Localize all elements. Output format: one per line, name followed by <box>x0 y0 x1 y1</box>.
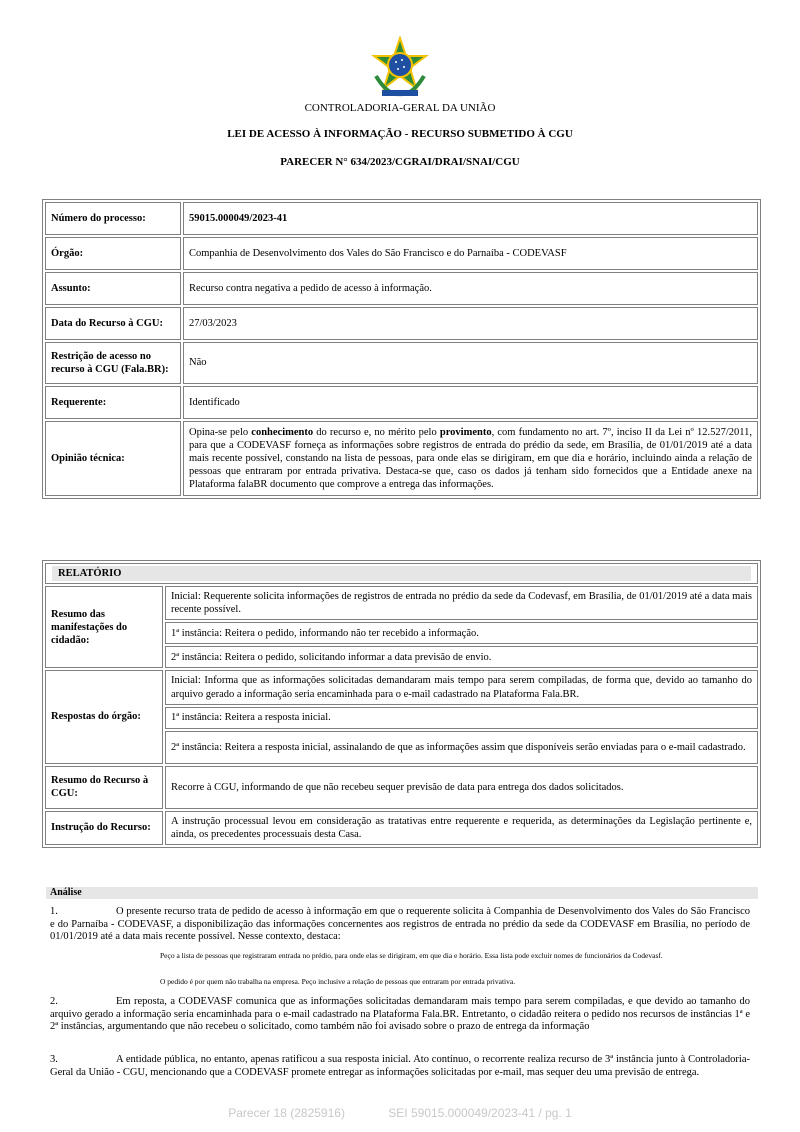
data-recurso-label: Data do Recurso à CGU: <box>45 307 181 340</box>
respostas-2a-instancia: 2ª instância: Reitera a resposta inicial, assinalando de que as informações assim que disponíveis serão enviadas para o e-mail cadastrado. <box>165 731 758 764</box>
processo-label: Número do processo: <box>45 202 181 235</box>
paragraph-text: Em reposta, a CODEVASF comunica que as informações solicitadas demandaram mais tempo para serem compiladas, e que devido ao tamanho do arquivo gerado a informação seria encaminhada para o e-mail cadastrado na Plataforma Fala.BR. Entretanto, o cidadão reitera o pedido nos recursos de instâncias 1ª e 2ª instâncias, argumentando que não recebeu o solicitado, como também não foi avisado sobre o prazo de entrega da informação <box>50 996 750 1033</box>
footer-sei-ref: SEI 59015.000049/2023-41 / pg. 1 <box>388 1106 572 1120</box>
resumo-inicial: Inicial: Requerente solicita informações de registros de entrada no prédio da sede da Codevasf, em Brasília, de 01/01/2019 até a data mais recente possível. <box>165 586 758 620</box>
citation-2: O pedido é por quem não trabalha na empresa. Peço inclusive a relação de pessoas que entraram por entrada privativa. <box>160 977 516 986</box>
instrucao-value: A instrução processual levou em consideração as tratativas entre requerente e requerida, as determinações da Legislação pertinente e, ainda, os precedentes processuais desta Casa. <box>165 811 758 845</box>
process-info-table <box>42 199 761 499</box>
resumo-label: Resumo das manifestações do cidadão: <box>45 586 163 668</box>
paragraph-number: 3. <box>50 1054 58 1065</box>
orgao-label: Órgão: <box>45 237 181 270</box>
restricao-value: Não <box>183 342 758 384</box>
opiniao-text-2: do recurso e, no mérito pelo <box>313 426 440 438</box>
recurso-label: Resumo do Recurso à CGU: <box>45 766 163 809</box>
requerente-label: Requerente: <box>45 386 181 419</box>
agency-name: CONTROLADORIA-GERAL DA UNIÃO <box>304 102 496 114</box>
table-row <box>45 272 758 305</box>
table-row <box>45 563 758 584</box>
citation-1: Peço a lista de pessoas que registraram entrada no prédio, para onde elas se dirigiram, em que dia e horário. Essa lista pode excluir nomes de funcionários da Codevasf. <box>160 951 663 960</box>
coat-of-arms-icon <box>368 36 432 100</box>
assunto-value: Recurso contra negativa a pedido de acesso à informação. <box>183 272 758 305</box>
page-footer <box>0 1106 800 1120</box>
table-row <box>45 586 758 620</box>
processo-value: 59015.000049/2023-41 <box>183 202 758 235</box>
opiniao-bold-2: provimento <box>439 426 492 438</box>
resumo-1a-instancia: 1ª instância: Reitera o pedido, informando não ter recebido a informação. <box>165 622 758 644</box>
table-row <box>45 766 758 809</box>
paragraph-number: 2. <box>50 996 58 1007</box>
footer-parecer-ref: Parecer 18 (2825916) <box>228 1106 345 1120</box>
opiniao-label: Opinião técnica: <box>45 421 181 496</box>
orgao-value: Companhia de Desenvolvimento dos Vales do São Francisco e do Parnaíba - CODEVASF <box>183 237 758 270</box>
respostas-inicial: Inicial: Informa que as informações solicitadas demandaram mais tempo para serem compiladas, de forma que, devido ao tamanho do arquivo gerado a informação seria encaminhada para o e-mail cadastrado na Plataforma Fala.BR. <box>165 670 758 704</box>
parecer-number: PARECER N° 634/2023/CGRAI/DRAI/SNAI/CGU <box>280 156 520 168</box>
table-row <box>45 342 758 384</box>
requerente-value: Identificado <box>183 386 758 419</box>
table-row <box>45 386 758 419</box>
paragraph-text: O presente recurso trata de pedido de acesso à informação em que o requerente solicita à Companhia de Desenvolvimento dos Vales do São Francisco e do Parnaíba - CODEVASF, a disponibilização das informações concernentes aos registros de entrada no prédio da sede da CODEVASF em Brasília, no período de 01/01/2019 até a data mais recente possível. Nesse contexto, destaca: <box>50 906 750 943</box>
table-row <box>45 811 758 845</box>
analise-paragraph-2 <box>50 996 750 1034</box>
data-recurso-value: 27/03/2023 <box>183 307 758 340</box>
relatorio-table <box>42 560 761 848</box>
table-row <box>45 421 758 496</box>
paragraph-number: 1. <box>50 906 58 917</box>
analise-paragraph-1 <box>50 906 750 944</box>
relatorio-heading-cell <box>45 563 758 584</box>
table-row <box>45 202 758 235</box>
relatorio-heading: RELATÓRIO <box>52 566 751 581</box>
table-row <box>45 307 758 340</box>
respostas-label: Respostas do órgão: <box>45 670 163 763</box>
opiniao-bold-1: conhecimento <box>251 426 314 438</box>
table-row <box>45 670 758 704</box>
table-row <box>45 237 758 270</box>
opiniao-text-3: , com fundamento no art. 7º, inciso II da Lei nº 12.527/2011, para que a CODEVASF forneça as informações sobre registros de entrada do prédio da sede, em Brasília, de 01/01/2019 até a data mais recente possível, constando na lista de pessoas, para onde elas se dirigiram, em que dia e horário, incluindo ainda a relação de pessoas que entraram por entrada privativa. Destaca-se que, caso os dados já tenham sido fornecidos que a Entidade anexe na Plataforma falaBR documento que comprove a entrega das informações. <box>189 426 752 491</box>
recurso-value: Recorre à CGU, informando de que não recebeu sequer previsão de data para entrega dos dados solicitados. <box>165 766 758 809</box>
instrucao-label: Instrução do Recurso: <box>45 811 163 845</box>
analise-heading: Análise <box>46 887 758 899</box>
resumo-2a-instancia: 2ª instância: Reitera o pedido, solicitando informar a data previsão de envio. <box>165 646 758 668</box>
opiniao-value <box>183 421 758 496</box>
respostas-1a-instancia: 1ª instância: Reitera a resposta inicial. <box>165 707 758 729</box>
restricao-label: Restrição de acesso no recurso à CGU (Fala.BR): <box>45 342 181 384</box>
document-title: LEI DE ACESSO À INFORMAÇÃO - RECURSO SUBMETIDO À CGU <box>227 128 573 140</box>
analise-paragraph-3 <box>50 1054 750 1079</box>
opiniao-text-1: Opina-se pelo <box>189 426 252 438</box>
paragraph-text: A entidade pública, no entanto, apenas ratificou a sua resposta inicial. Ato contínuo, o recorrente realiza recurso de 3ª instância junto à Controladoria-Geral da União - CGU, mencionando que a CODEVASF promete entregar as informações solicitadas por e-mail, mas sequer deu uma previsão de entrega. <box>50 1054 750 1078</box>
assunto-label: Assunto: <box>45 272 181 305</box>
